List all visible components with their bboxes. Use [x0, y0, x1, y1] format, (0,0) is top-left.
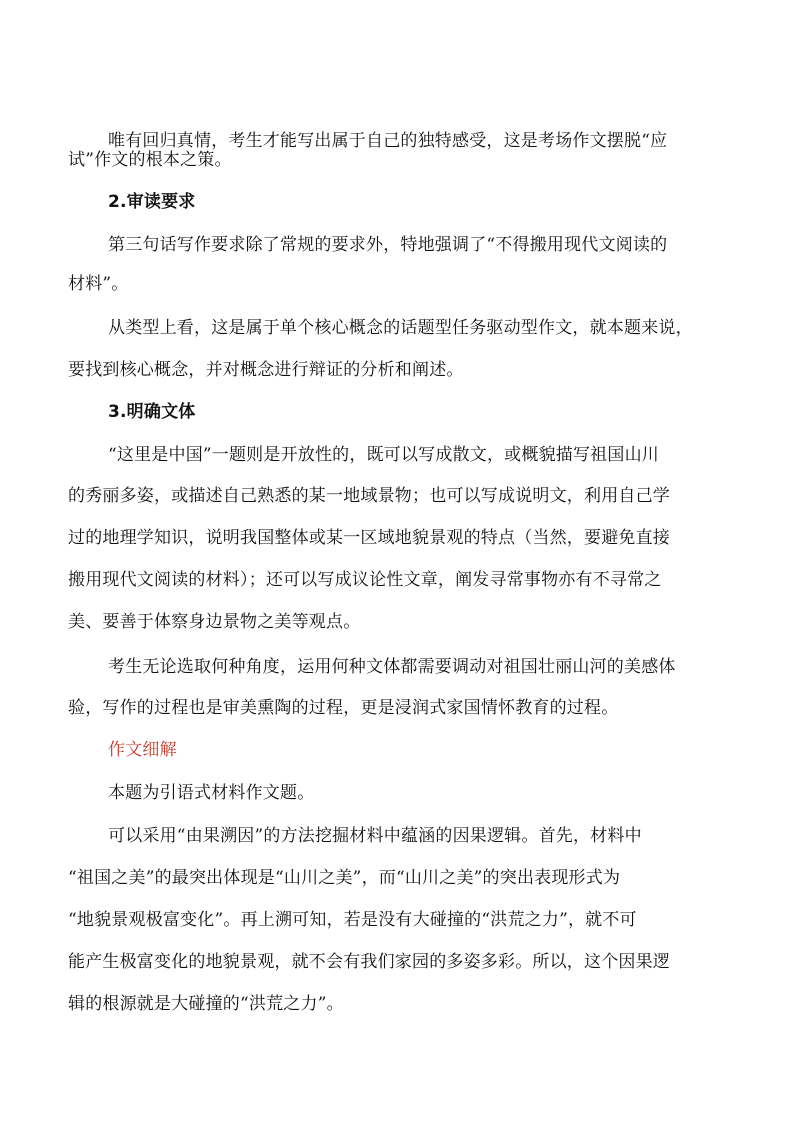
section-heading-red: 作文细解	[108, 740, 177, 760]
paragraph-line: 过的地理学知识，说明我国整体或某一区域地貌景观的特点（当然，要避免直接	[68, 528, 670, 548]
paragraph-line: 从类型上看，这是属于单个核心概念的话题型任务驱动型作文，就本题来说，	[108, 318, 693, 338]
paragraph-line: 的秀丽多姿，或描述自己熟悉的某一地域景物；也可以写成说明文，利用自己学	[68, 486, 670, 506]
paragraph-line: 本题为引语式材料作文题。	[108, 783, 315, 803]
paragraph-line: 可以采用“由果溯因”的方法挖掘材料中蕴涵的因果逻辑。首先，材料中	[108, 826, 642, 846]
paragraph-line: “地貌景观极富变化”。再上溯可知，若是没有大碰撞的“洪荒之力”，就不可	[68, 910, 637, 930]
paragraph-line: “祖国之美”的最突出体现是“山川之美”，而“山川之美”的突出表现形式为	[68, 868, 621, 888]
paragraph-line: 考生无论选取何种角度，运用何种文体都需要调动对祖国壮丽山河的美感体	[108, 657, 676, 677]
paragraph-line: 验，写作的过程也是审美熏陶的过程，更是浸润式家国情怀教育的过程。	[68, 698, 619, 718]
paragraph-line: 试”作文的根本之策。	[68, 150, 232, 170]
paragraph-line: 美、要善于体察身边景物之美等观点。	[68, 612, 361, 632]
paragraph-line: 搬用现代文阅读的材料）；还可以写成议论性文章，阐发寻常事物亦有不寻常之	[68, 570, 662, 590]
section-heading: 2.审读要求	[108, 192, 196, 212]
paragraph-line: 材料”。	[68, 274, 129, 294]
paragraph-line: 要找到核心概念，并对概念进行辩证的分析和阐述。	[68, 360, 464, 380]
section-heading: 3.明确文体	[108, 402, 196, 422]
paragraph-line: 唯有回归真情，考生才能写出属于自己的独特感受，这是考场作文摆脱“应	[108, 131, 668, 151]
paragraph-line: 能产生极富变化的地貌景观，就不会有我们家园的多姿多彩。所以，这个因果逻	[68, 952, 670, 972]
paragraph-line: 辑的根源就是大碰撞的“洪荒之力”。	[68, 994, 344, 1014]
paragraph-line: 第三句话写作要求除了常规的要求外，特地强调了“不得搬用现代文阅读的	[108, 235, 668, 255]
paragraph-line: “这里是中国”一题则是开放性的，既可以写成散文，或概貌描写祖国山川	[108, 445, 659, 465]
